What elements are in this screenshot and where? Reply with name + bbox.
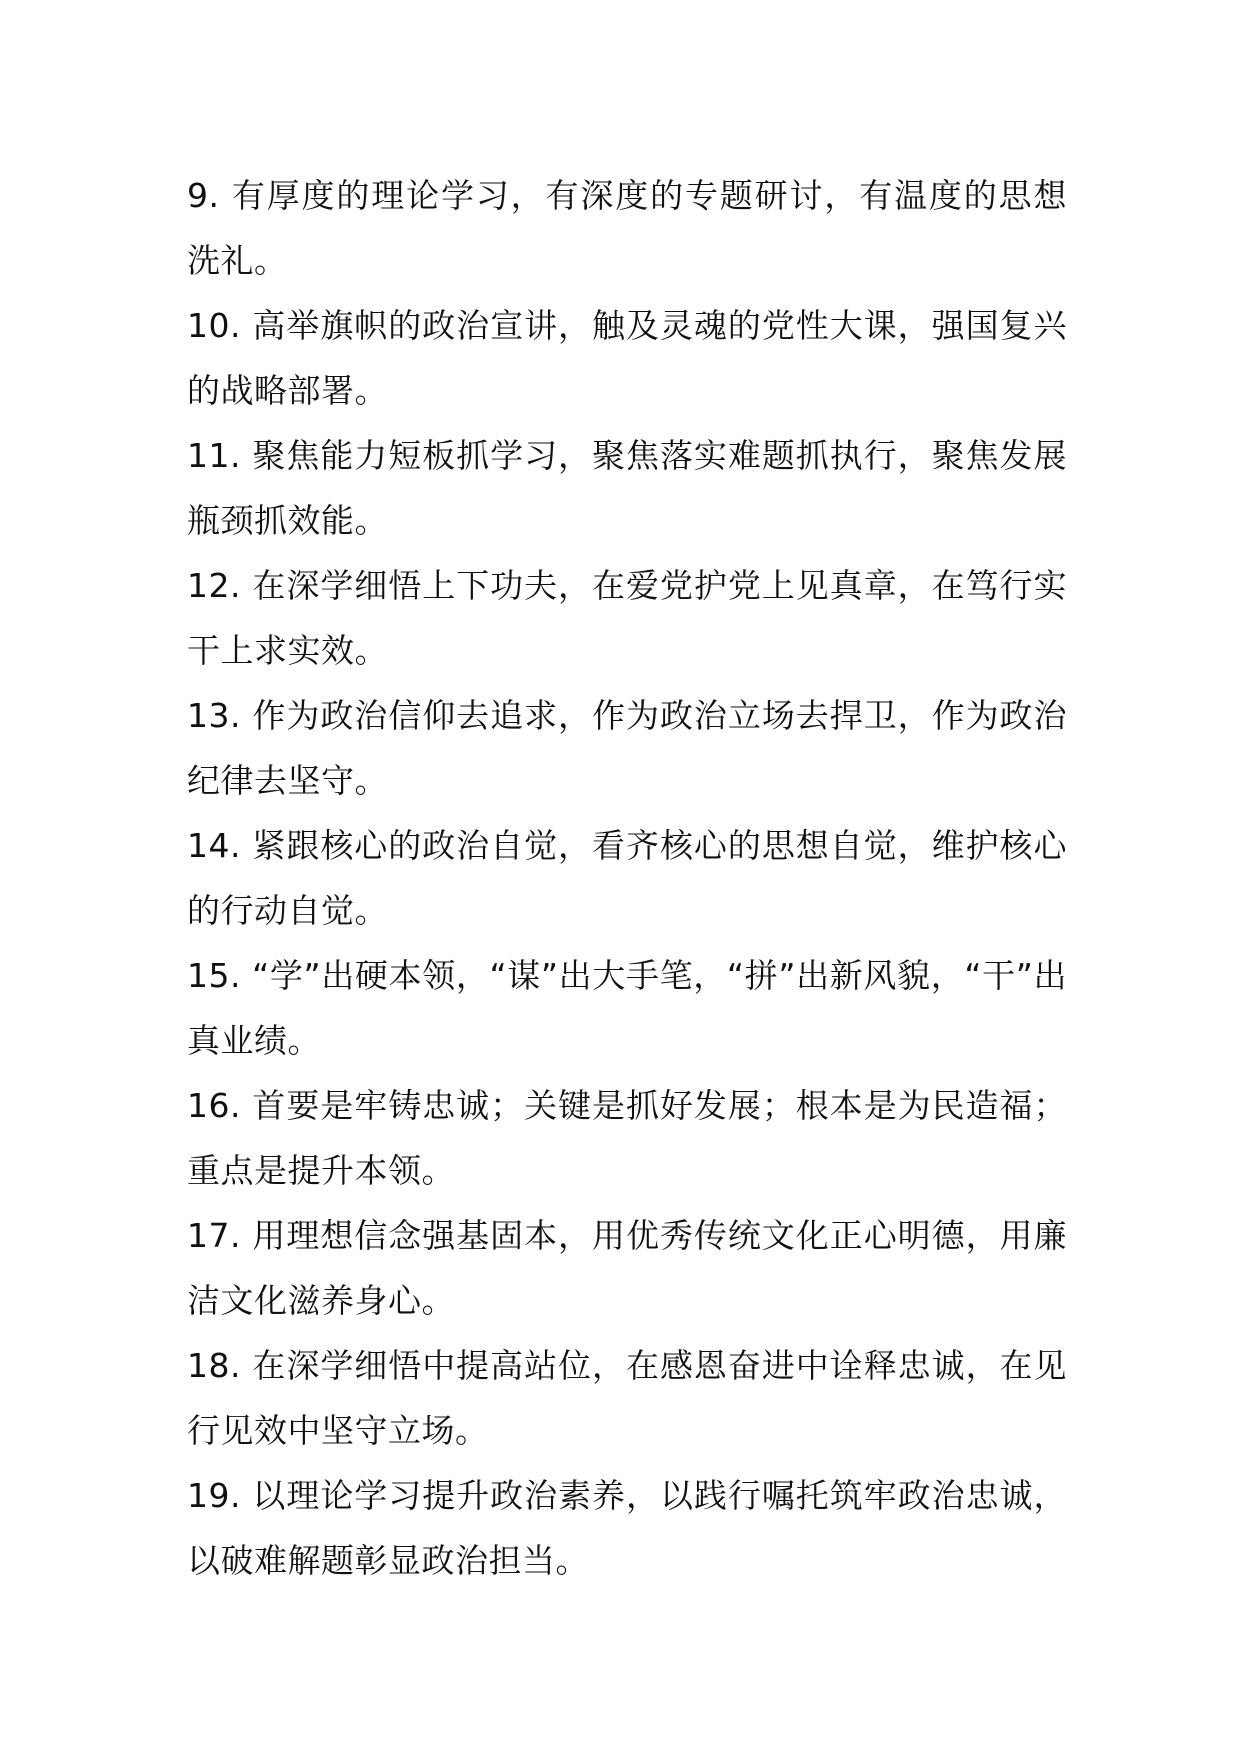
list-item-9: 9. 有厚度的理论学习，有深度的专题研讨，有温度的思想洗礼。 [187, 176, 1067, 280]
list-item-13: 13. 作为政治信仰去追求，作为政治立场去捍卫，作为政治纪律去坚守。 [187, 696, 1067, 800]
list-item-11: 11. 聚焦能力短板抓学习，聚焦落实难题抓执行，聚焦发展瓶颈抓效能。 [187, 436, 1067, 540]
list-item-12: 12. 在深学细悟上下功夫，在爱党护党上见真章，在笃行实干上求实效。 [187, 566, 1067, 670]
document-body [187, 163, 1067, 1593]
list-item-17: 17. 用理想信念强基固本，用优秀传统文化正心明德，用廉洁文化滋养身心。 [187, 1216, 1067, 1320]
list-item-10: 10. 高举旗帜的政治宣讲，触及灵魂的党性大课，强国复兴的战略部署。 [187, 306, 1067, 410]
list-item-14: 14. 紧跟核心的政治自觉，看齐核心的思想自觉，维护核心的行动自觉。 [187, 826, 1067, 930]
list-item-18: 18. 在深学细悟中提高站位，在感恩奋进中诠释忠诚，在见行见效中坚守立场。 [187, 1346, 1067, 1450]
list-item-19: 19. 以理论学习提升政治素养，以践行嘱托筑牢政治忠诚，以破难解题彰显政治担当。 [187, 1476, 1067, 1580]
list-item-16: 16. 首要是牢铸忠诚；关键是抓好发展；根本是为民造福；重点是提升本领。 [187, 1086, 1067, 1190]
list-item-15: 15. “学”出硬本领，“谋”出大手笔，“拼”出新风貌，“干”出真业绩。 [187, 956, 1067, 1060]
